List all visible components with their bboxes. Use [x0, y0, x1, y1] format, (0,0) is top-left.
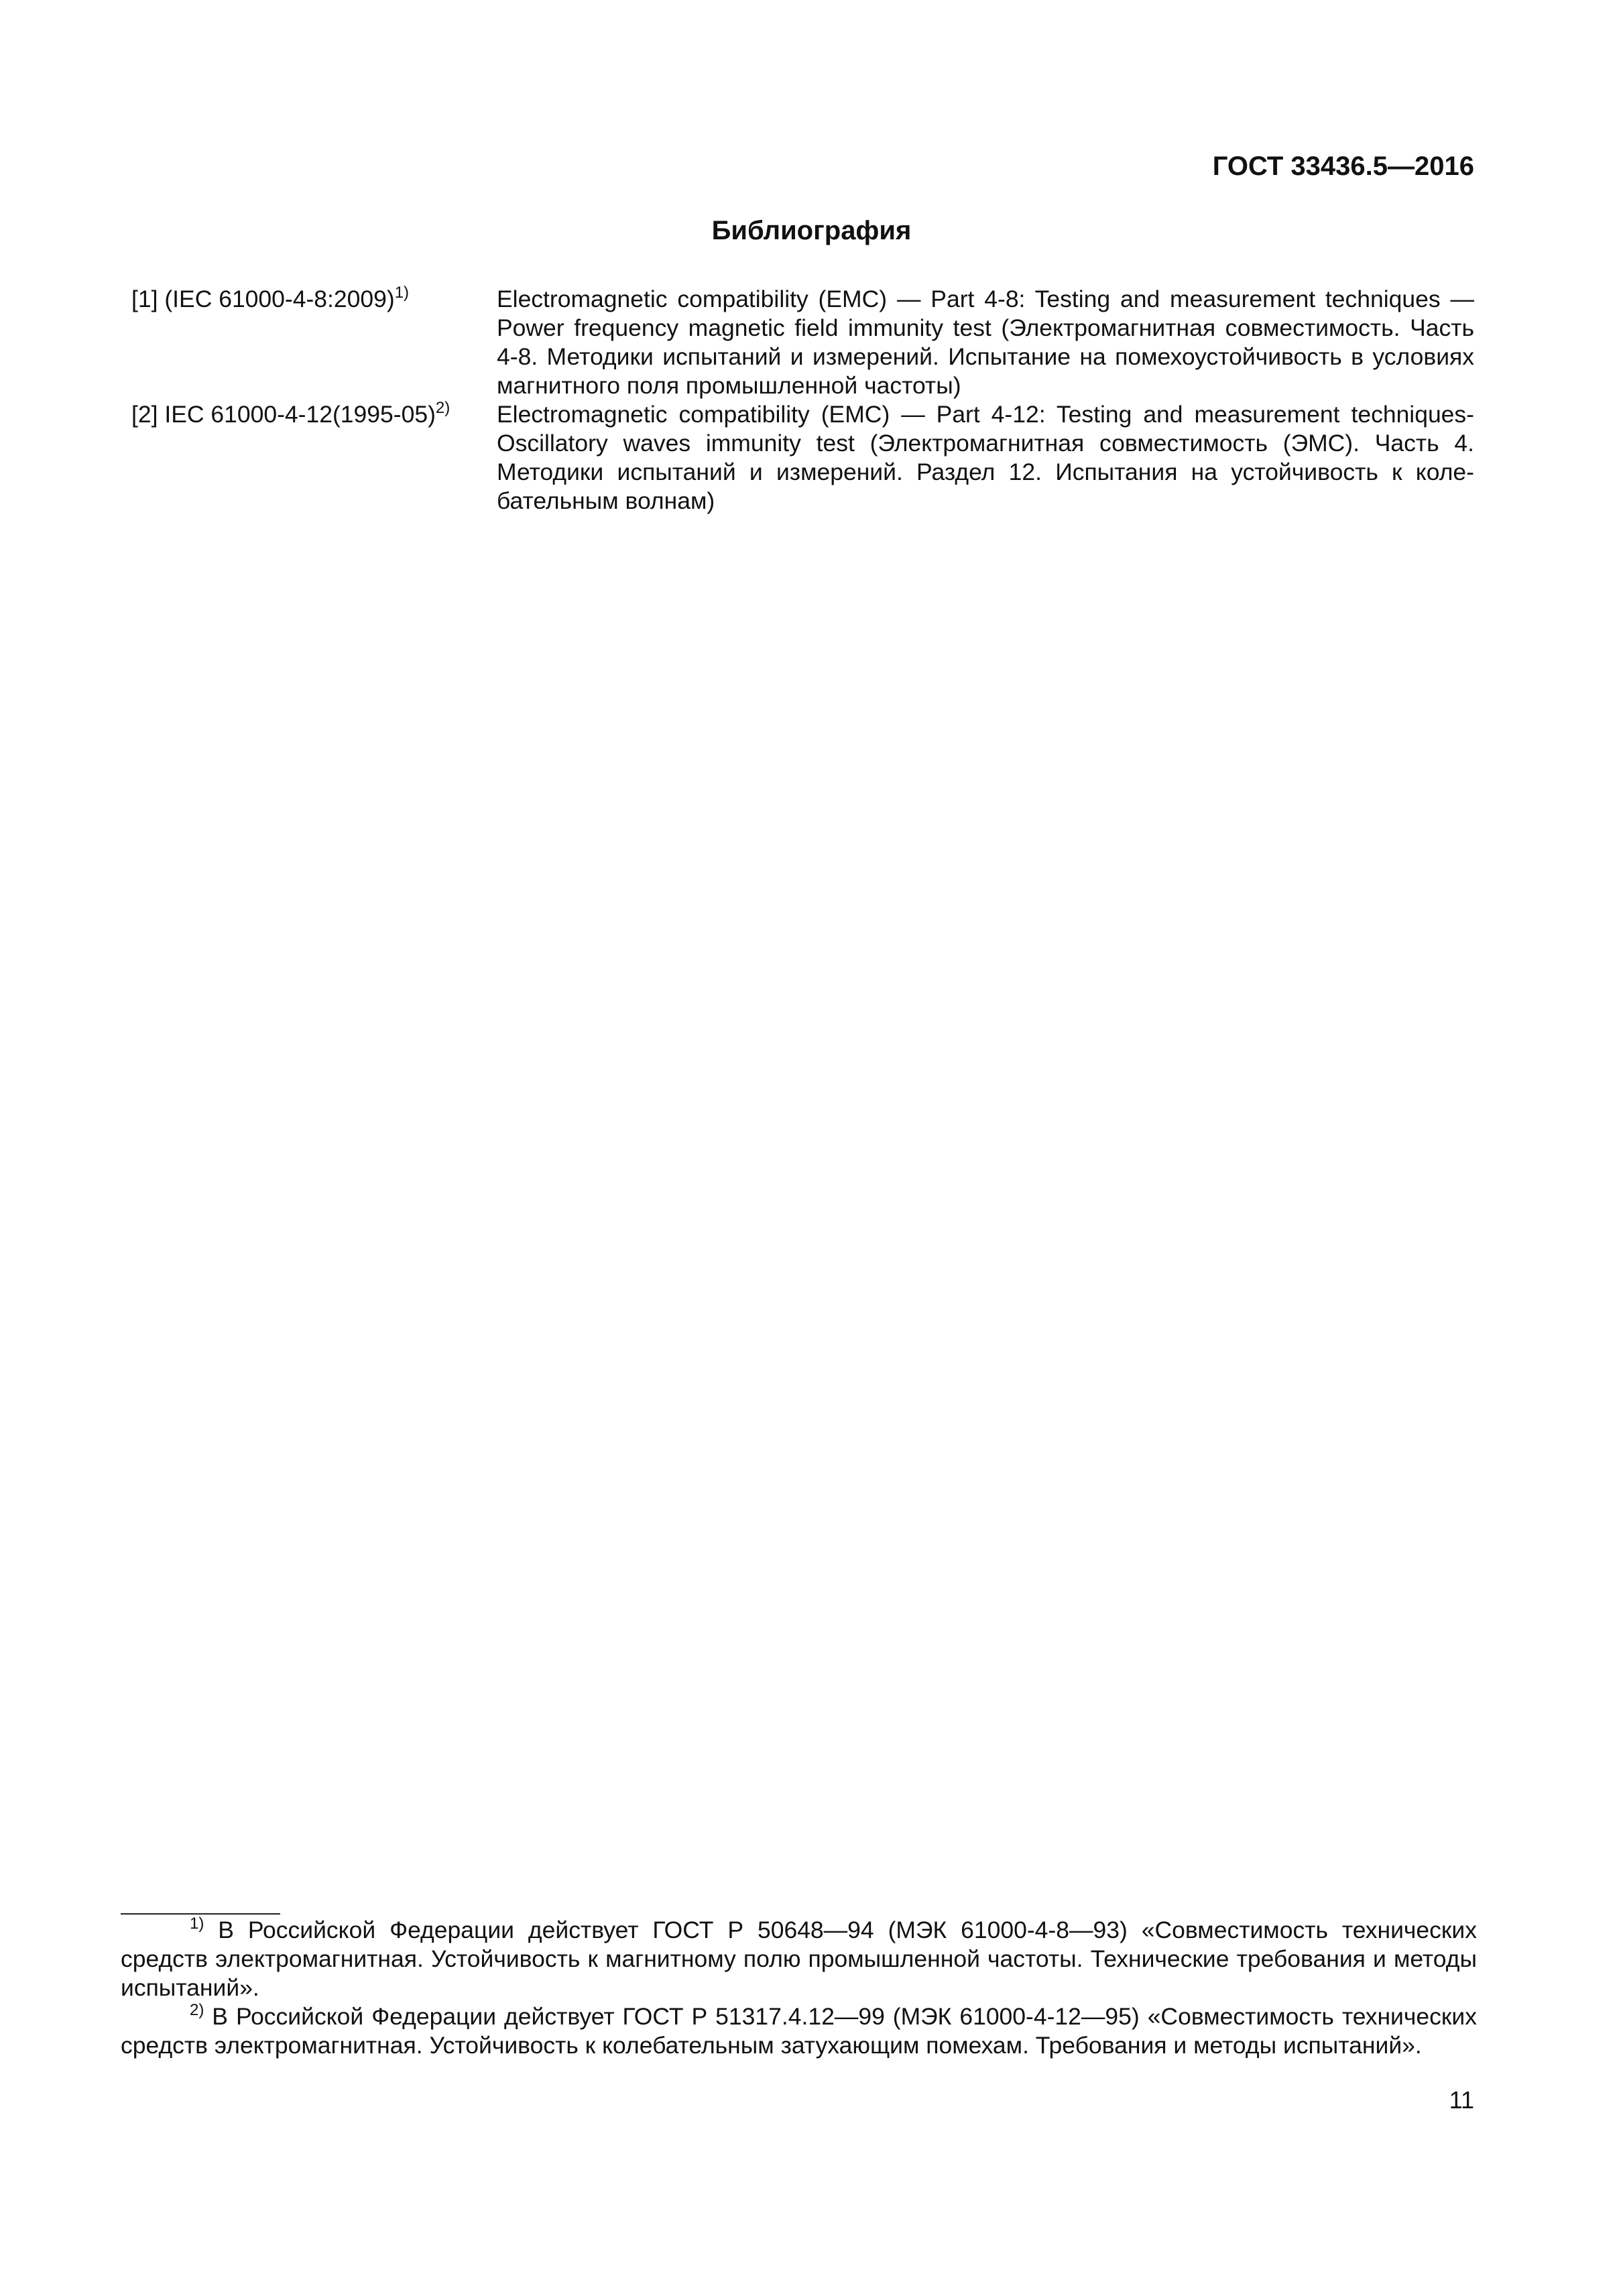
footnote-text: В Российской Федерации действует ГОСТ Р 51317.4.12—99 (МЭК 61000-4-12—95) «Совместимость технических средств электромагнитная. Устойчивость к колебательным затухающим помехам. Требования и методы испытаний». [121, 2003, 1477, 2059]
footnotes [121, 1916, 1477, 2060]
footnote-text: В Российской Федерации действует ГОСТ Р 50648—94 (МЭК 61000-4-8—93) «Совместимость технических средств электромагнитная. Устойчивость к магнитному полю промышленной частоты. Технические требования и методы испытаний». [121, 1917, 1477, 2001]
section-title: Библиография [711, 216, 912, 245]
footnote-marker: 2) [435, 399, 450, 417]
document-code: ГОСТ 33436.5—2016 [1212, 152, 1474, 181]
footnote-mark: 2) [190, 2001, 204, 2019]
footnote-marker: 1) [394, 284, 410, 302]
bibliography-text: Electromagnetic compatibility (EMC) — Part 4-8: Testing and measurement techniques — Power frequency magnetic field immunity test (Электромагнитная совместимость. Часть 4-8. Методики испытаний и измерений. Испытание на помехоустойчивость в условиях магнитного поля промышленной частоты) [497, 286, 1474, 399]
bibliography-list [131, 285, 1474, 516]
bibliography-entry [131, 400, 1474, 516]
page-number: 11 [1449, 2086, 1474, 2114]
bibliography-text: Electromagnetic compatibility (EMC) — Part 4-12: Testing and measurement techniques- Oscillatory waves immunity test (Электромагнитная совместимость (ЭМС). Часть 4. Методики испытаний и измерений. Раздел 12. Испытания на устойчивость к колебательным волнам) [497, 401, 1474, 514]
bibliography-entry [131, 285, 1474, 400]
bibliography-ref-label: [1] (IEC 61000-4-8:2009) [131, 286, 395, 312]
bibliography-ref [131, 285, 497, 400]
footnote [121, 2002, 1477, 2060]
bibliography-ref-label: [2] IEC 61000-4-12(1995-05) [131, 401, 436, 428]
footnote [121, 1916, 1477, 2002]
bibliography-ref [131, 400, 497, 516]
footnote-mark: 1) [190, 1915, 204, 1933]
